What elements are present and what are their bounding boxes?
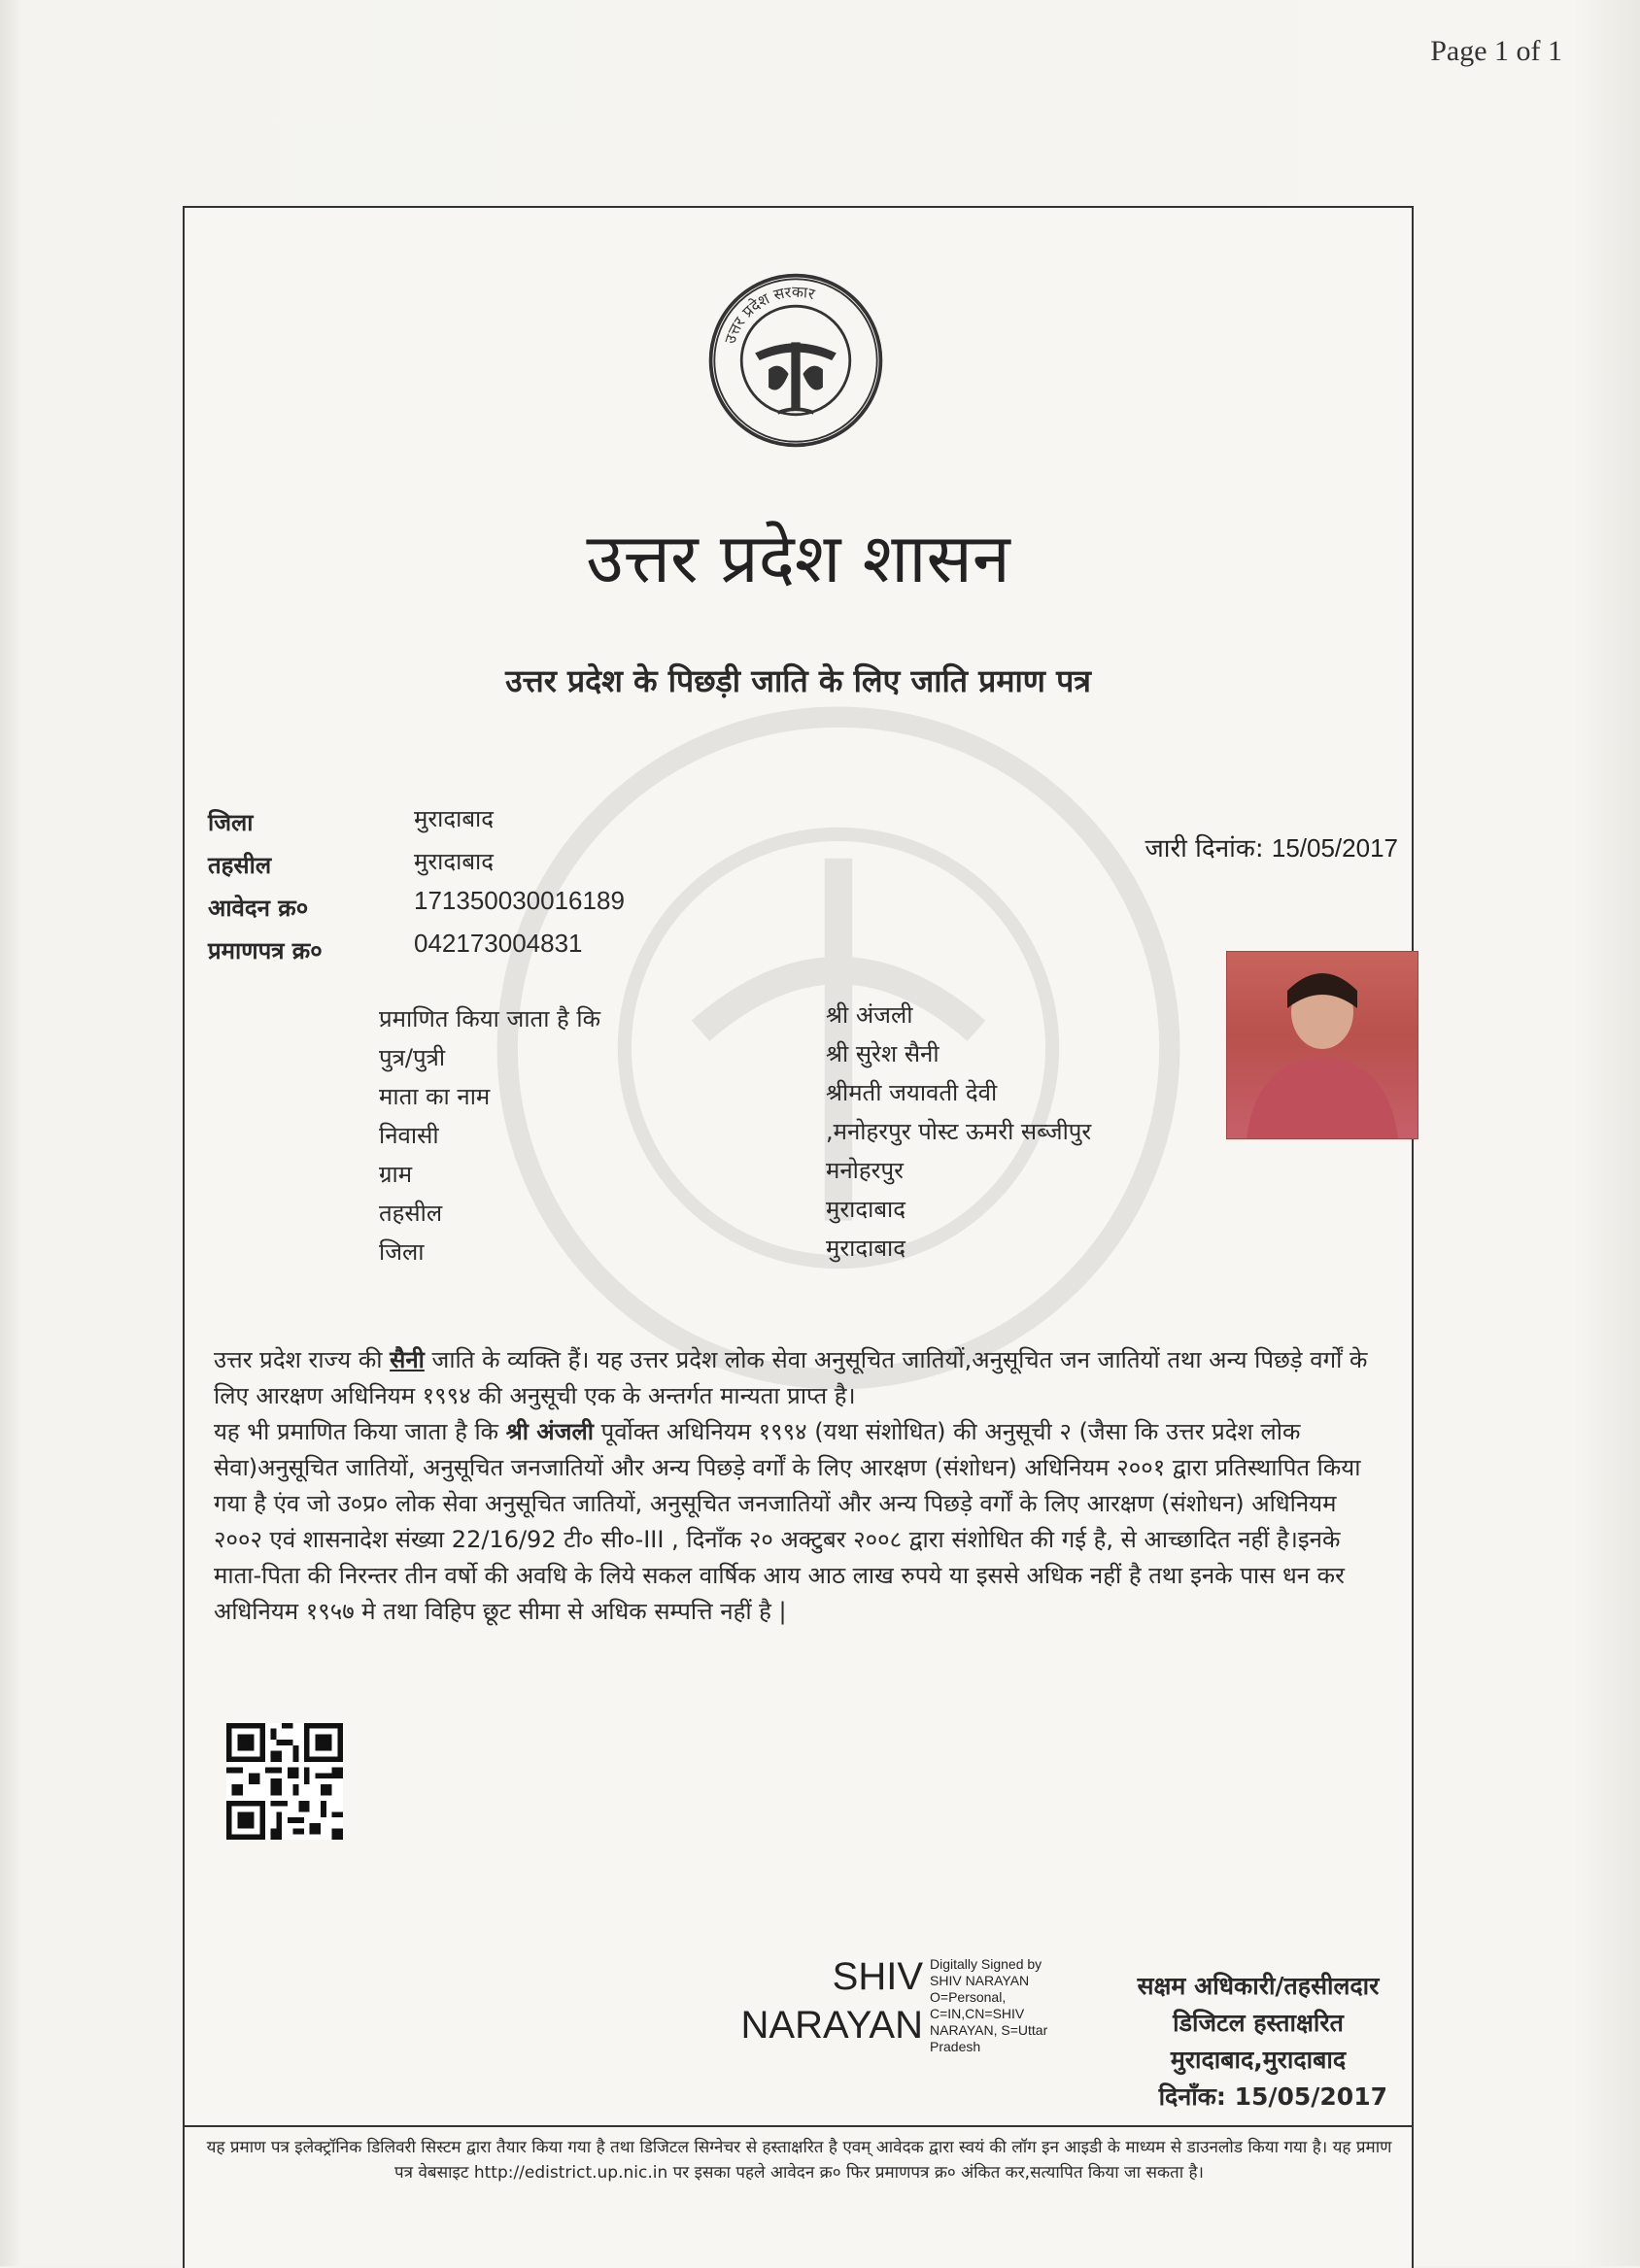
application-no-label: आवेदन क्र०	[208, 895, 309, 922]
father-name-value: श्री सुरेश सैनी	[826, 1040, 940, 1067]
signature-meta-line: Digitally Signed by	[930, 1956, 1042, 1972]
issue-date-label: जारी दिनांक:	[1145, 834, 1264, 863]
tehsil-label: तहसील	[208, 852, 272, 879]
signature-name-line1: SHIV	[832, 1955, 923, 1998]
officer-date: दिनाँक: 15/05/2017	[1158, 2082, 1387, 2111]
body-text-2b: पूर्वोक्त अधिनियम १९९४ (यथा संशोधित) की अनुसूची २ (जैसा कि उत्तर प्रदेश लोक सेवा)अनुसूचित जातियों, अनुसूचित जनजातियों और अन्य पिछड़े वर्गों के लिए आरक्षण (संशोधन) अधिनियम २००१ द्वारा प्रतिस्थापित किया गया है एंव जो उ०प्र० लोक सेवा अनुसूचित जातियों, अनुसूचित जनजातियों और अन्य पिछड़े वर्गों के लिए आरक्षण (संशोधन) अधिनियम २००२ एवं शासनादेश संख्या 22/16/92 टी० सी०-III , दिनाँक २० अक्टुबर २००८ द्वारा संशोधित की गई है, से आच्छादित नहीं है।इनके माता-पिता की निरन्तर तीन वर्षो की अवधि के लिये सकल वार्षिक आय आठ लाख रुपये या इससे अधिक नहीं है तथा इनके पास धन कर अधिनियम १९५७ मे तथा विहिप छूट सीमा से अधिक सम्पत्ति नहीं है |	[214, 1418, 1361, 1625]
mother-name-label: माता का नाम	[379, 1083, 491, 1110]
application-no-value: 171350030016189	[414, 886, 625, 915]
signature-name-line2: NARAYAN	[740, 2004, 923, 2047]
signature-meta-line: NARAYAN, S=Uttar	[930, 2022, 1048, 2038]
officer-digital-signed: डिजिटल हस्ताक्षरित	[1173, 2009, 1344, 2037]
issue-date-value: 15/05/2017	[1271, 833, 1398, 863]
body-text-1b: जाति के व्यक्ति हैं। यह उत्तर प्रदेश लोक सेवा अनुसूचित जातियों,अनुसूचित जन जातियों तथा अन्य पिछड़े वर्गों के लिए आरक्षण अधिनियम १९९४ की अनुसूची एक के अन्तर्गत मान्यता प्राप्त है।	[214, 1346, 1368, 1409]
signature-meta-line: SHIV NARAYAN	[930, 1973, 1030, 1988]
issue-date	[1145, 829, 1399, 864]
tehsil-value: मुरादाबाद	[414, 848, 495, 875]
district-label: जिला	[208, 809, 254, 836]
certify-label: प्रमाणित किया जाता है कि	[379, 1005, 601, 1032]
footer-divider	[185, 2125, 1412, 2127]
body-applicant-name: श्री अंजली	[505, 1418, 594, 1445]
applicant-photo	[1226, 951, 1418, 1139]
up-govt-emblem-icon	[705, 270, 886, 451]
signature-meta-line: O=Personal,	[930, 1989, 1007, 2005]
person-tehsil-label: तहसील	[379, 1200, 443, 1227]
applicant-name-value: श्री अंजली	[826, 1001, 913, 1029]
son-daughter-label: पुत्र/पुत्री	[379, 1044, 446, 1071]
certificate-no-value: 042173004831	[414, 929, 583, 958]
body-text-1a: उत्तर प्रदेश राज्य की	[214, 1346, 391, 1373]
person-tehsil-value: मुरादाबाद	[826, 1196, 906, 1223]
mother-name-value: श्रीमती जयावती देवी	[826, 1079, 998, 1106]
village-label: ग्राम	[379, 1161, 413, 1188]
body-text-2a: यह भी प्रमाणित किया जाता है कि	[214, 1418, 506, 1445]
village-value: मनोहरपुर	[826, 1157, 904, 1184]
digital-signature-details	[930, 1956, 1085, 2055]
digital-signature-name	[729, 1952, 923, 2049]
certificate-no-label: प्रमाणपत्र क्र०	[208, 937, 323, 965]
person-district-label: जिला	[379, 1238, 425, 1266]
officer-location: मुरादाबाद,मुरादाबाद	[1170, 2046, 1347, 2074]
signature-meta-line: Pradesh	[930, 2039, 981, 2054]
caste-name: सैनी	[390, 1346, 425, 1373]
page-title: उत्तर प्रदेश शासन	[586, 519, 1010, 598]
officer-designation: सक्षम अधिकारी/तहसीलदार	[1137, 1972, 1380, 2000]
resident-label: निवासी	[379, 1122, 439, 1149]
certificate	[183, 206, 1414, 2268]
person-district-value: मुरादाबाद	[826, 1235, 906, 1262]
footer-note: यह प्रमाण पत्र इलेक्ट्रॉनिक डिलिवरी सिस्टम द्वारा तैयार किया गया है तथा डिजिटल सिग्नेचर से हस्ताक्षरित है एवम् आवेदक द्वारा स्वयं की लॉग इन आइडी के माध्यम से डाउनलोड किया गया है। यह प्रमाण पत्र वेबसाइट http://edistrict.up.nic.in पर इसका पहले आवेदन क्र० फिर प्रमाणपत्र क्र० अंकित कर,सत्यापित किया जा सकता है।	[206, 2138, 1392, 2183]
issuing-officer-block	[1098, 1968, 1418, 2116]
certificate-subtitle: उत्तर प्रदेश के पिछड़ी जाति के लिए जाति प्रमाण पत्र	[505, 662, 1091, 699]
page-indicator: Page 1 of 1	[1430, 35, 1562, 67]
resident-value: ,मनोहरपुर पोस्ट ऊमरी सब्जीपुर	[826, 1118, 1092, 1145]
emblem-text: उत्तर प्रदेश सरकार	[720, 282, 817, 347]
district-value: मुरादाबाद	[414, 805, 495, 832]
qr-code-icon	[226, 1723, 343, 1840]
person-photo-icon	[1227, 952, 1418, 1138]
signature-meta-line: C=IN,CN=SHIV	[930, 2006, 1025, 2021]
certificate-body	[214, 1342, 1380, 1630]
